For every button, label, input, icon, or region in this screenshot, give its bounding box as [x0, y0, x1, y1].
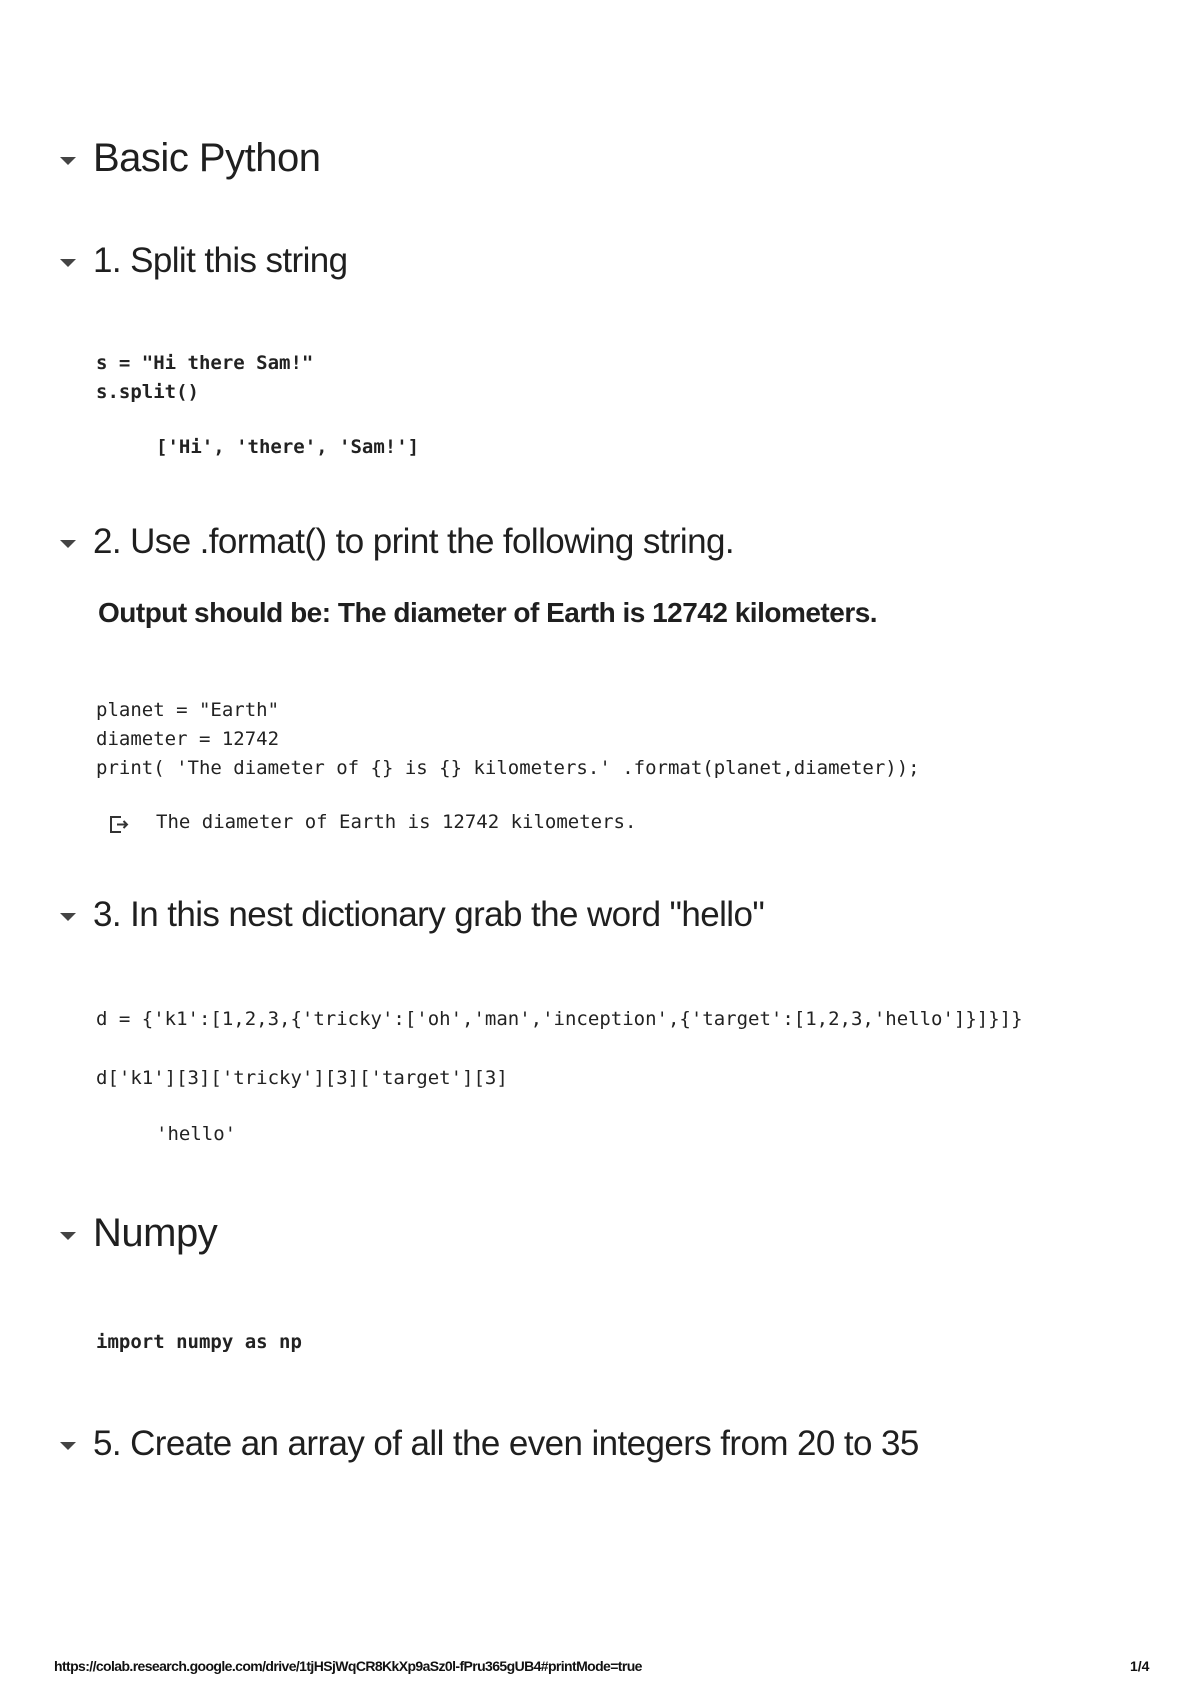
collapse-caret-icon[interactable]	[60, 157, 76, 165]
section-subtitle: Output should be: The diameter of Earth is 12742 kilometers.	[98, 597, 878, 628]
cell-output-split: ['Hi', 'there', 'Sam!']	[156, 436, 420, 458]
section-basic-python	[60, 136, 320, 181]
code-line: s.split()	[96, 381, 199, 403]
section-numpy	[60, 1211, 217, 1256]
section-title: 1. Split this string	[93, 241, 348, 280]
section-title: 5. Create an array of all the even integers from 20 to 35	[93, 1424, 919, 1463]
code-cell-grab[interactable]: d['k1'][3]['tricky'][3]['target'][3]	[96, 1067, 508, 1089]
code-cell-split[interactable]	[96, 349, 313, 407]
code-line: print( 'The diameter of {} is {} kilometers.' .format(planet,diameter));	[96, 757, 920, 779]
collapse-caret-icon[interactable]	[60, 259, 76, 267]
footer-page-number: 1/4	[1130, 1658, 1150, 1674]
code-cell-numpy[interactable]: import numpy as np	[96, 1331, 302, 1353]
collapse-caret-icon[interactable]	[60, 913, 76, 921]
code-line: diameter = 12742	[96, 728, 280, 750]
collapse-caret-icon[interactable]	[60, 1442, 76, 1450]
section-nested-dict	[60, 895, 764, 935]
code-line: planet = "Earth"	[96, 699, 280, 721]
collapse-caret-icon[interactable]	[60, 540, 76, 548]
section-format	[60, 522, 734, 562]
section-title: Basic Python	[93, 136, 321, 180]
code-cell-dict[interactable]: d = {'k1':[1,2,3,{'tricky':['oh','man','inception',{'target':[1,2,3,'hello']}]}]}	[96, 1008, 1023, 1030]
section-title: Numpy	[93, 1211, 218, 1255]
footer-url: https://colab.research.google.com/drive/1tjHSjWqCR8KkXp9aSz0l-fPru365gUB4#printMode=true	[54, 1658, 642, 1674]
section-even-array	[60, 1424, 919, 1464]
code-cell-format[interactable]	[96, 696, 920, 783]
output-redirect-icon	[108, 813, 130, 835]
cell-output-format: The diameter of Earth is 12742 kilometers.	[156, 811, 637, 833]
section-title: 3. In this nest dictionary grab the word "hello"	[93, 895, 765, 934]
section-split-string	[60, 241, 348, 281]
collapse-caret-icon[interactable]	[60, 1232, 76, 1240]
code-line: s = "Hi there Sam!"	[96, 352, 314, 374]
cell-output-grab: 'hello'	[156, 1123, 237, 1145]
section-title: 2. Use .format() to print the following string.	[93, 522, 734, 561]
